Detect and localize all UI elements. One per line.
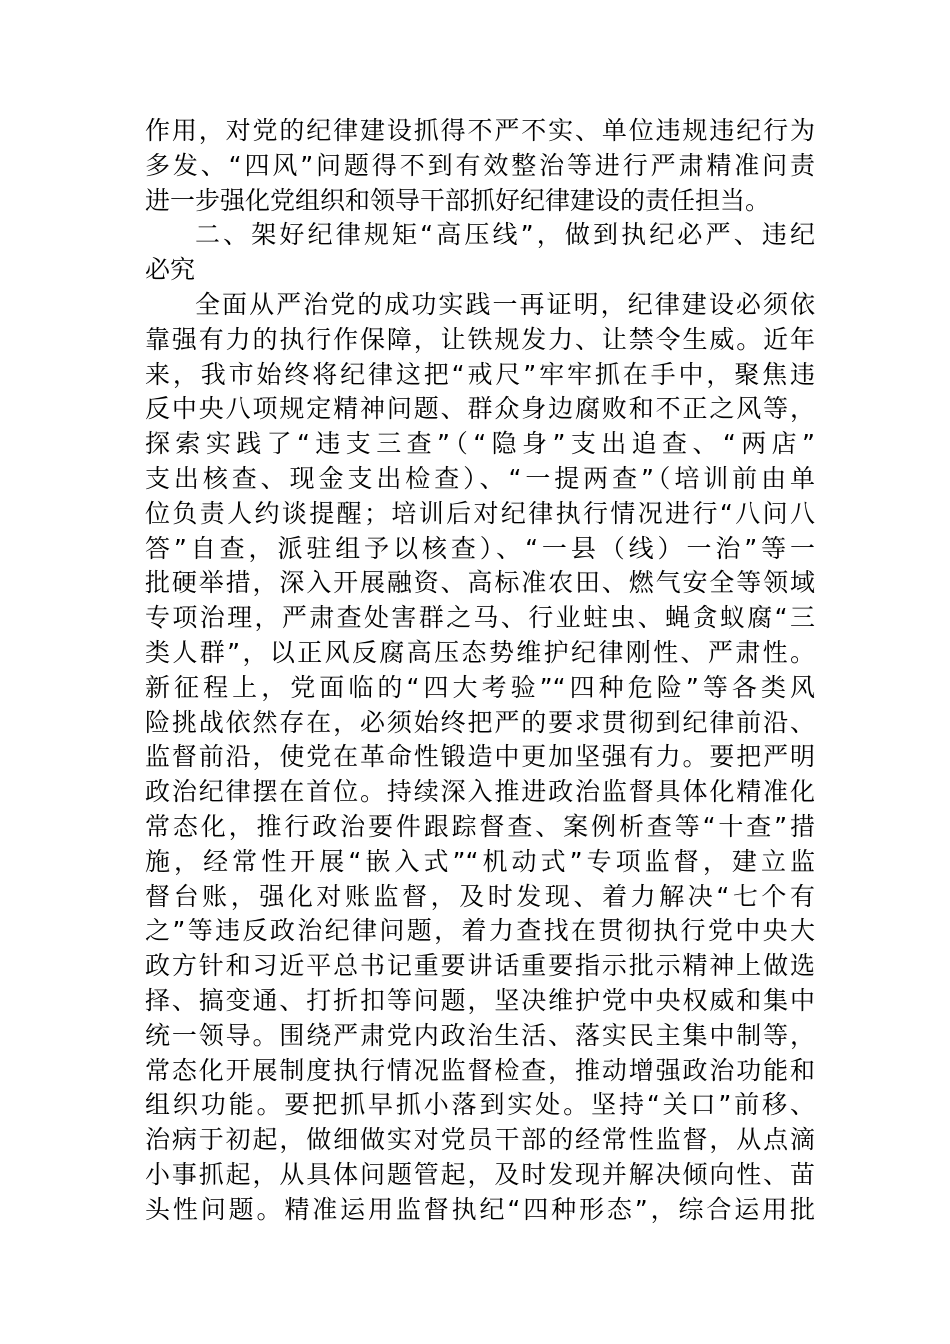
text-line: 之”等违反政治纪律问题，着力查找在贯彻执行党中央大 bbox=[145, 916, 815, 946]
section-heading-line: 必究 bbox=[145, 255, 196, 285]
section-heading-line: 二、架好纪律规矩“高压线”，做到执纪必严、违纪 bbox=[195, 220, 815, 250]
text-line: 险挑战依然存在，必须始终把严的要求贯彻到纪律前沿、 bbox=[145, 707, 815, 737]
text-line: 支出核查、现金支出检查）、“一提两查”（培训前由单 bbox=[145, 463, 815, 493]
text-line: 全面从严治党的成功实践一再证明，纪律建设必须依 bbox=[195, 289, 815, 319]
text-line: 施，经常性开展“嵌入式”“机动式”专项监督，建立监 bbox=[145, 846, 815, 876]
text-line: 政方针和习近平总书记重要讲话重要指示批示精神上做选 bbox=[145, 951, 815, 981]
text-line: 类人群”，以正风反腐高压态势维护纪律刚性、严肃性。 bbox=[145, 637, 815, 667]
text-line: 头性问题。精准运用监督执纪“四种形态”，综合运用批 bbox=[145, 1194, 815, 1224]
text-line: 新征程上，党面临的“四大考验”“四种危险”等各类风 bbox=[145, 672, 815, 702]
text-line: 专项治理，严肃查处害群之马、行业蛀虫、蝇贪蚁腐“三 bbox=[145, 603, 815, 633]
text-line: 来，我市始终将纪律这把“戒尺”牢牢抓在手中，聚焦违 bbox=[145, 359, 815, 389]
text-line: 督台账，强化对账监督，及时发现、着力解决“七个有 bbox=[145, 881, 815, 911]
text-line: 治病于初起，做细做实对党员干部的经常性监督，从点滴 bbox=[145, 1125, 815, 1155]
text-line: 答”自查，派驻组予以核查）、“一县（线）一治”等一 bbox=[145, 533, 815, 563]
text-line: 反中央八项规定精神问题、群众身边腐败和不正之风等， bbox=[145, 394, 815, 424]
text-line: 位负责人约谈提醒；培训后对纪律执行情况进行“八问八 bbox=[145, 498, 815, 528]
text-line: 作用，对党的纪律建设抓得不严不实、单位违规违纪行为 bbox=[145, 116, 815, 145]
text-line: 组织功能。要把抓早抓小落到实处。坚持“关口”前移、 bbox=[145, 1090, 815, 1120]
text-line: 多发、“四风”问题得不到有效整治等进行严肃精准问责 bbox=[145, 150, 815, 180]
body-text bbox=[145, 114, 815, 1228]
text-line: 进一步强化党组织和领导干部抓好纪律建设的责任担当。 bbox=[145, 185, 771, 215]
text-line: 批硬举措，深入开展融资、高标准农田、燃气安全等领域 bbox=[145, 568, 815, 598]
text-line: 探索实践了“违支三查”（“隐身”支出追查、“两店” bbox=[145, 429, 815, 459]
text-line: 常态化开展制度执行情况监督检查，推动增强政治功能和 bbox=[145, 1055, 815, 1085]
text-line: 靠强有力的执行作保障，让铁规发力、让禁令生威。近年 bbox=[145, 324, 815, 354]
text-line: 监督前沿，使党在革命性锻造中更加坚强有力。要把严明 bbox=[145, 742, 815, 772]
text-line: 小事抓起，从具体问题管起，及时发现并解决倾向性、苗 bbox=[145, 1159, 815, 1189]
text-line: 政治纪律摆在首位。持续深入推进政治监督具体化精准化 bbox=[145, 777, 815, 807]
text-line: 择、搞变通、打折扣等问题，坚决维护党中央权威和集中 bbox=[145, 985, 815, 1015]
text-line: 常态化，推行政治要件跟踪督查、案例析查等“十查”措 bbox=[145, 811, 815, 841]
text-line: 统一领导。围绕严肃党内政治生活、落实民主集中制等， bbox=[145, 1020, 815, 1050]
